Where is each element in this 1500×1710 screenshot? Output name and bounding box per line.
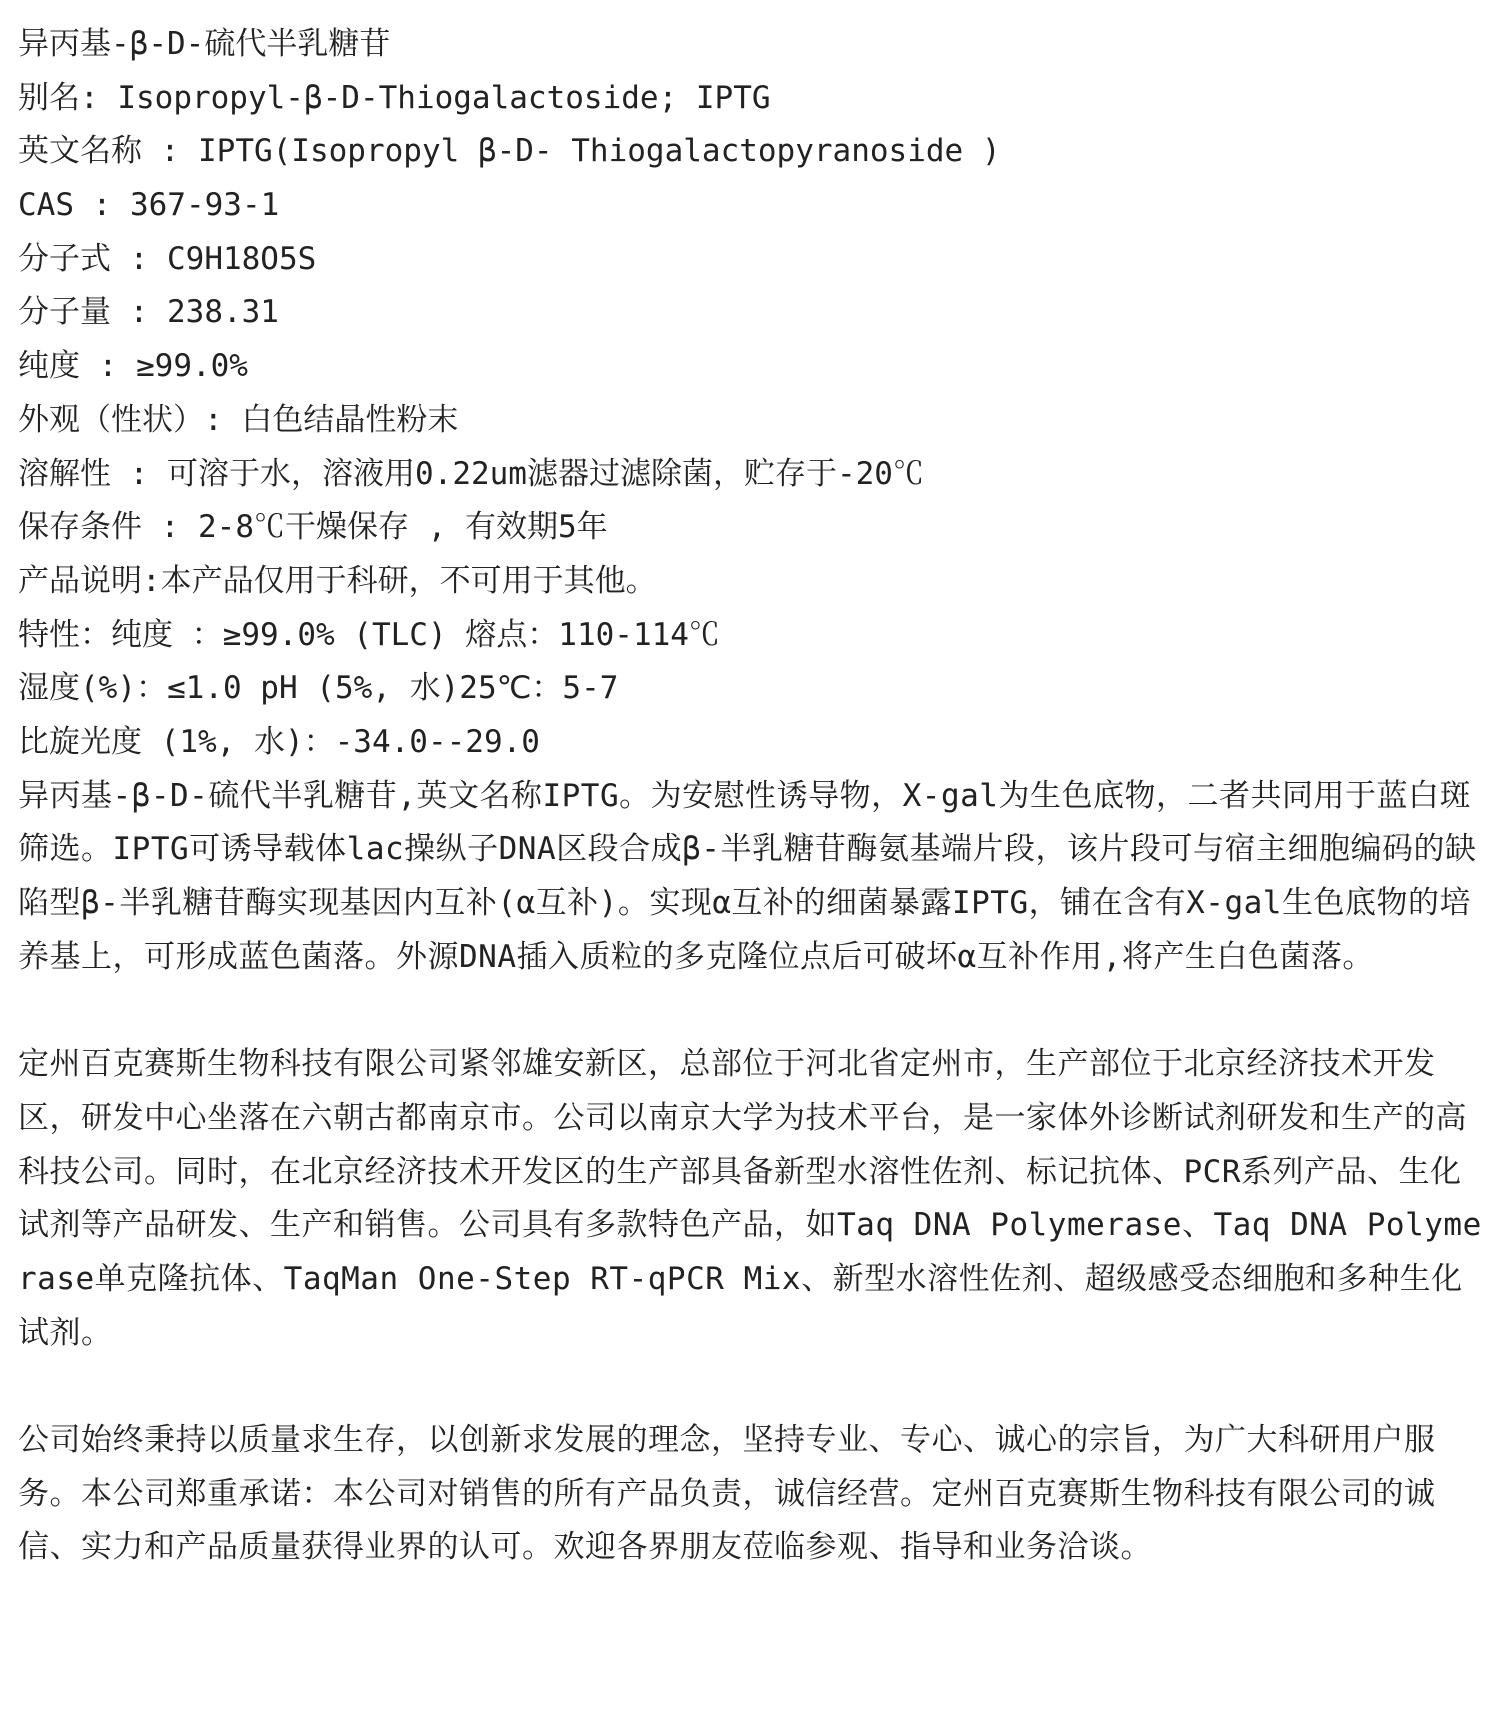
spec-molecular-weight: 分子量 : 238.31 <box>18 294 279 331</box>
spec-purity: 纯度 : ≥99.0% <box>18 348 248 385</box>
company-commitment-paragraph: 公司始终秉持以质量求生存，以创新求发展的理念，坚持专业、专心、诚心的宗旨，为广大科研用户服务。本公司郑重承诺：本公司对销售的所有产品负责，诚信经营。定州百克赛斯生物科技有限公司的诚信、实力和产品质量获得业界的认可。欢迎各界朋友莅临参观、指导和业务洽谈。 <box>18 1422 1436 1566</box>
spec-english-name: 英文名称 : IPTG(Isopropyl β-D- Thiogalactopyranoside ) <box>18 133 1001 170</box>
paragraph-spacer <box>18 1360 1488 1414</box>
spec-appearance: 外观（性状）: 白色结晶性粉末 <box>18 401 459 438</box>
spec-cas: CAS : 367-93-1 <box>18 187 280 224</box>
product-document <box>18 18 1488 1575</box>
spec-humidity: 湿度(%)：≤1.0 pH (5%, 水)25℃：5-7 <box>18 670 619 707</box>
spec-formula: 分子式 : C9H18O5S <box>18 240 317 277</box>
spec-solubility: 溶解性 : 可溶于水，溶液用0.22um滤器过滤除菌，贮存于-20℃ <box>18 455 924 492</box>
spec-storage: 保存条件 : 2-8℃干燥保存 , 有效期5年 <box>18 509 608 546</box>
description-paragraph: 异丙基-β-D-硫代半乳糖苷,英文名称IPTG。为安慰性诱导物，X-gal为生色底物，二者共同用于蓝白斑筛选。IPTG可诱导载体lac操纵子DNA区段合成β-半乳糖苷酶氨基端片段，该片段可与宿主细胞编码的缺陷型β-半乳糖苷酶实现基因内互补(α互补)。实现α互补的细菌暴露IPTG，铺在含有X-gal生色底物的培养基上，可形成蓝色菌落。外源DNA插入质粒的多克隆位点后可破坏α互补作用,将产生白色菌落。 <box>18 777 1477 975</box>
spec-usage-note: 产品说明:本产品仅用于科研，不可用于其他。 <box>18 562 657 599</box>
product-title: 异丙基-β-D-硫代半乳糖苷 <box>18 26 391 62</box>
spec-properties: 特性：纯度 ：≥99.0% (TLC) 熔点：110-114℃ <box>18 616 720 653</box>
paragraph-spacer <box>18 984 1488 1038</box>
company-intro-paragraph: 定州百克赛斯生物科技有限公司紧邻雄安新区，总部位于河北省定州市，生产部位于北京经济技术开发区，研发中心坐落在六朝古都南京市。公司以南京大学为技术平台，是一家体外诊断试剂研发和生产的高科技公司。同时，在北京经济技术开发区的生产部具备新型水溶性佐剂、标记抗体、PCR系列产品、生化试剂等产品研发、生产和销售。公司具有多款特色产品，如Taq DNA Polymerase、Taq DNA Polymerase单克隆抗体、TaqMan One-Step RT-qPCR Mix、新型水溶性佐剂、超级感受态细胞和多种生化试剂。 <box>18 1046 1482 1351</box>
spec-optical-rotation: 比旋光度 (1%, 水)：-34.0--29.0 <box>18 723 540 760</box>
spec-alias: 别名: Isopropyl-β-D-Thiogalactoside; IPTG <box>18 79 771 116</box>
